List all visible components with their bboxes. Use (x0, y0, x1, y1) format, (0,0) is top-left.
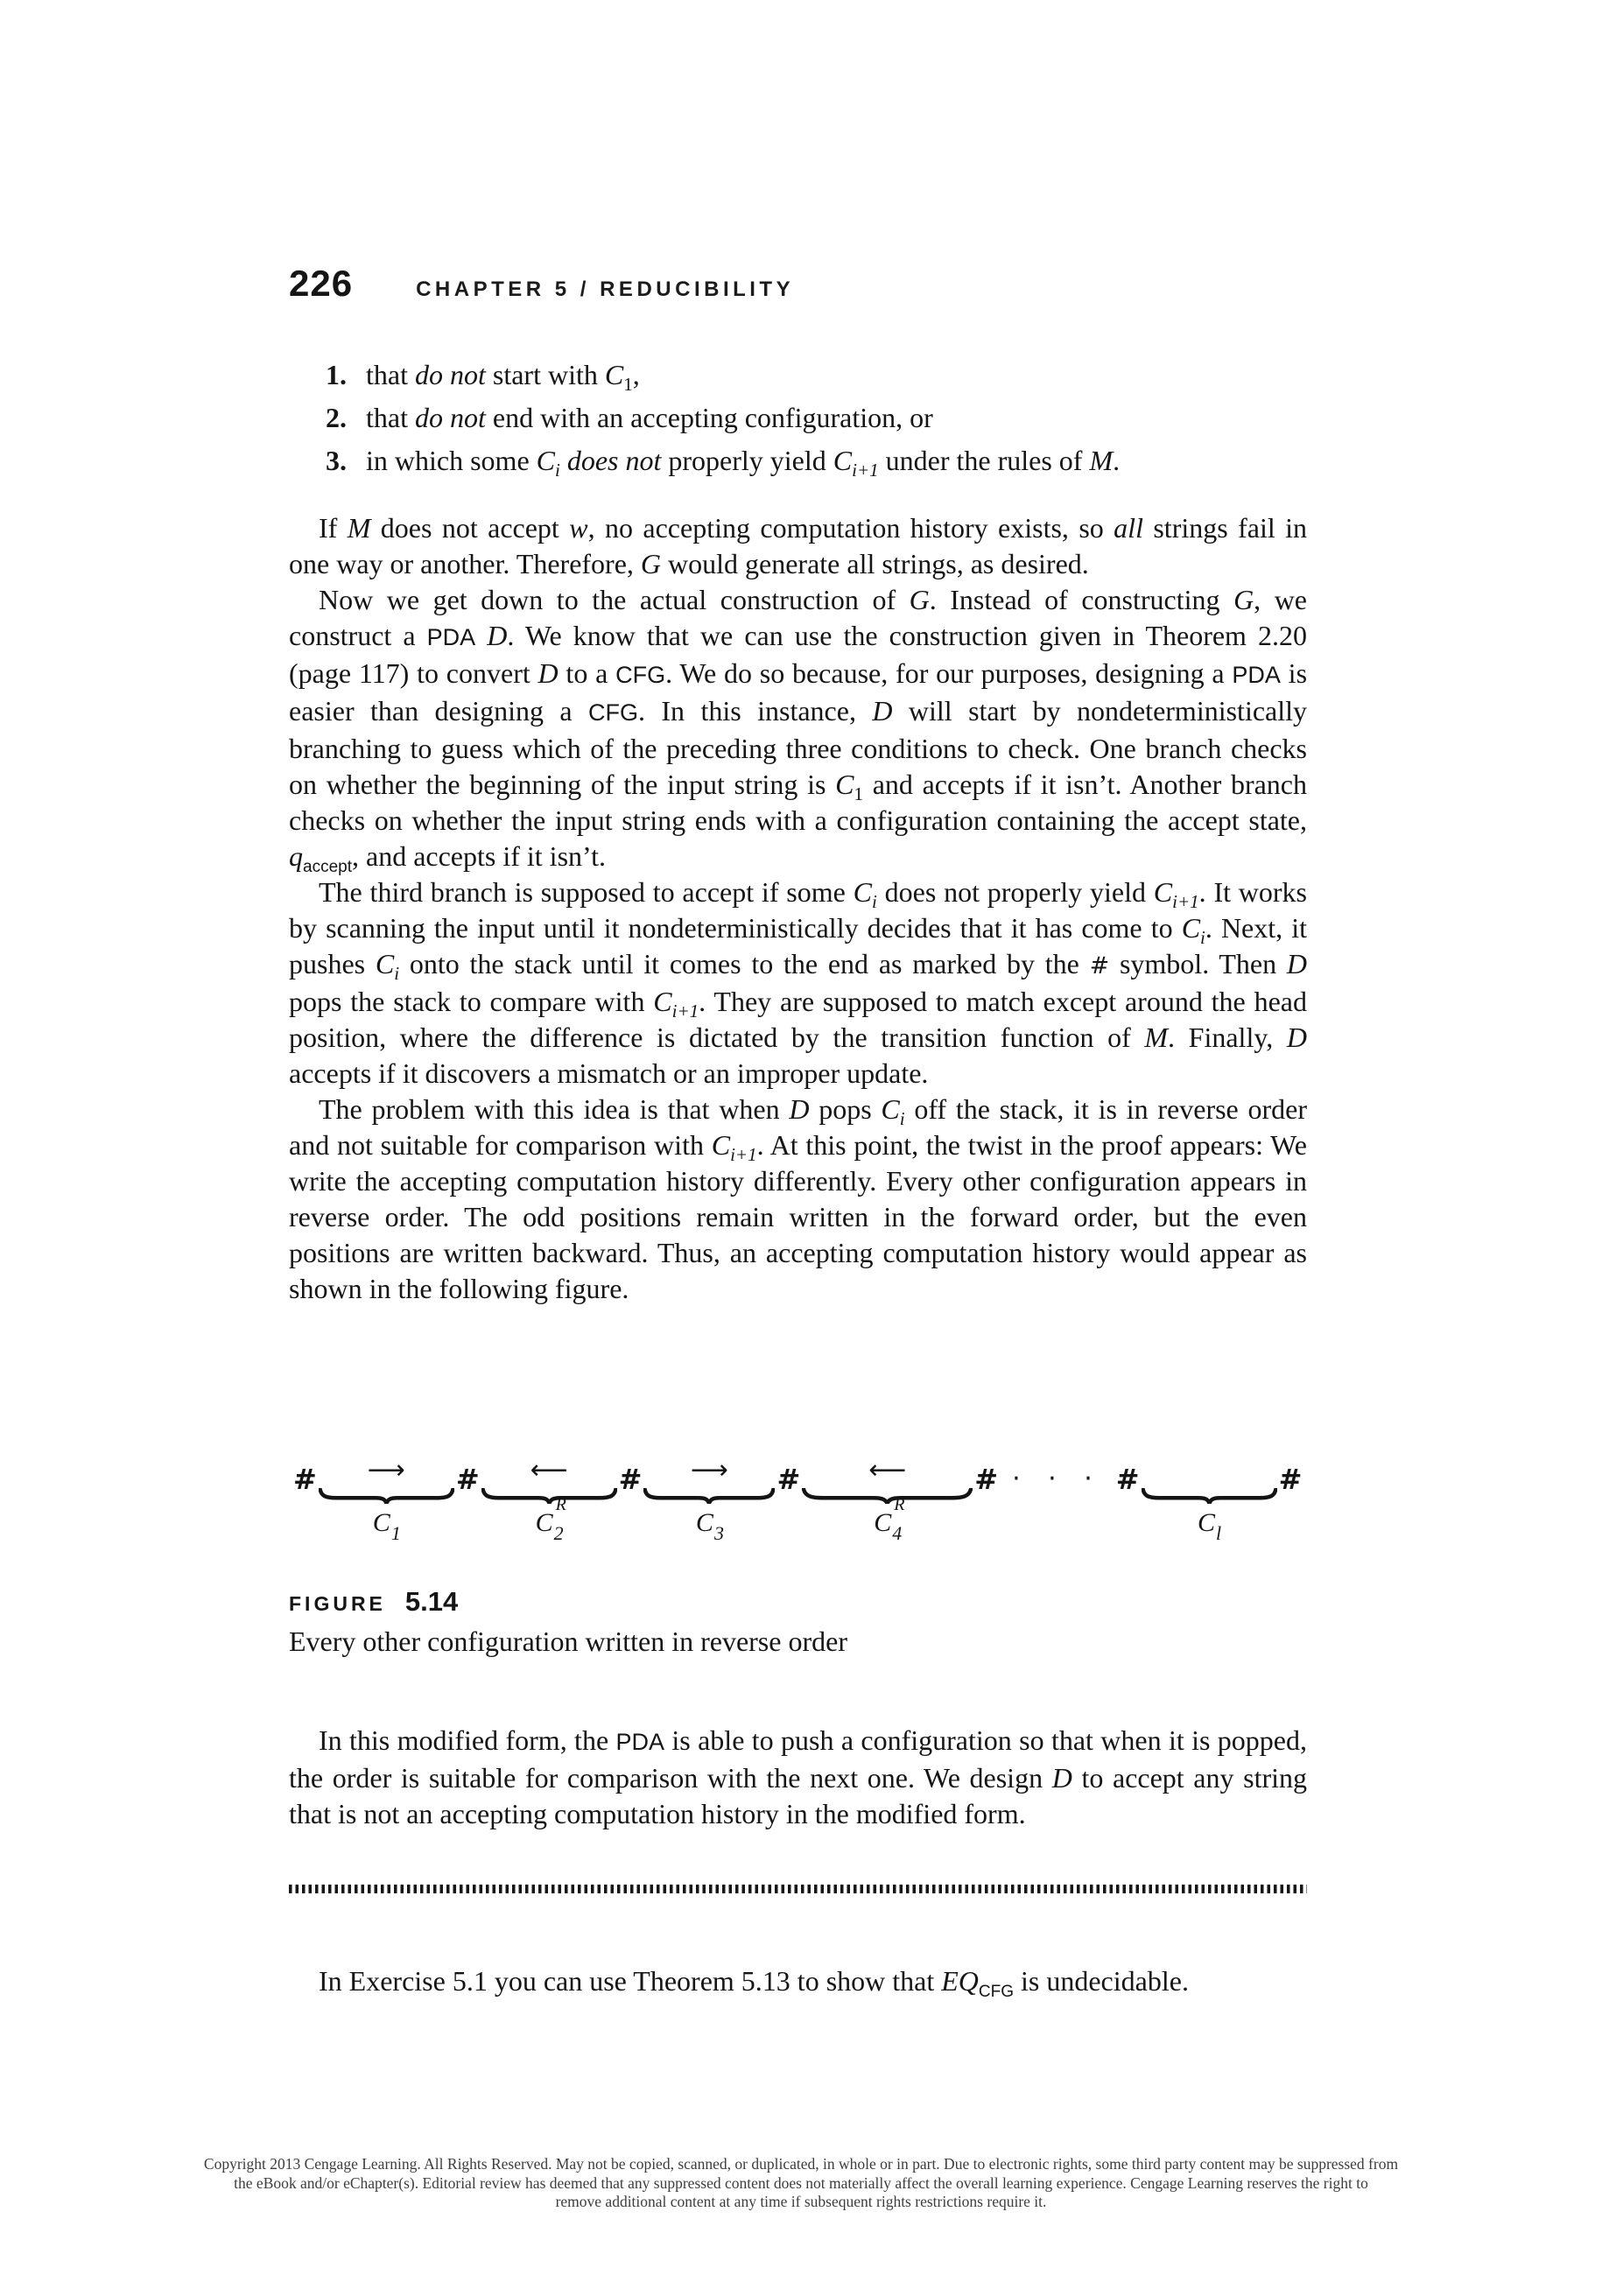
text-run: D (789, 1093, 810, 1125)
text-run: . It works by scanning the input until it nondeterministically decides that it has come to (289, 876, 1308, 944)
config-index-subscript: 3 (713, 1522, 724, 1544)
text-run: pops (809, 1093, 882, 1125)
text-run: PDA (426, 624, 476, 650)
config-index-subscript: 4 (892, 1522, 903, 1544)
text-run: C (375, 948, 395, 979)
body-text-block (289, 510, 1307, 1307)
text-run: all (1114, 512, 1143, 544)
text-run: C (1181, 912, 1201, 944)
text-run: properly yield (661, 445, 833, 476)
paragraph (289, 1092, 1307, 1307)
text-run: , (632, 359, 640, 390)
text-run: C (853, 876, 872, 908)
text-run: CFG (615, 662, 666, 688)
text-run: . In this instance, (637, 695, 873, 727)
text-run: i (899, 1108, 905, 1129)
list-item (289, 400, 1307, 436)
text-run: # (1089, 952, 1110, 979)
list-item-text (366, 445, 1121, 481)
text-run: C (881, 1093, 900, 1125)
ellipsis-dots: · · · (1012, 1464, 1102, 1494)
text-run: q (289, 840, 303, 872)
text-run: C (604, 359, 624, 390)
text-run: that (366, 402, 415, 433)
figure-caption-number: 5.14 (404, 1586, 459, 1617)
text-run: D (538, 657, 559, 689)
text-run: G (1233, 584, 1254, 615)
text-run: off the stack, it is in reverse order and not suitable for comparison with (289, 1093, 1308, 1161)
text-run: i+1 (671, 1001, 699, 1022)
text-run: , we construct a (289, 584, 1308, 651)
text-run: w (569, 512, 588, 544)
configuration-segment (802, 1453, 973, 1544)
text-run: G (640, 548, 662, 579)
text-run: does not properly yield (876, 876, 1154, 908)
text-run: . Finally, (1168, 1022, 1287, 1053)
text-run (475, 620, 487, 651)
no-arrow (1142, 1453, 1277, 1488)
configuration-segment (481, 1453, 617, 1544)
text-run: is able to push a configuration so that when it is popped, the order is suitable for comparison with the next one. We design (289, 1724, 1308, 1794)
underbrace (1142, 1488, 1277, 1504)
body-text-block (289, 1723, 1307, 1832)
text-run: start with (485, 359, 605, 390)
text-run: CFG (587, 699, 638, 726)
configuration-label: $C_3$ (695, 1508, 724, 1544)
underbrace (643, 1488, 775, 1504)
underbrace (802, 1488, 973, 1504)
text-run: D (1286, 1022, 1308, 1053)
paragraph (289, 1723, 1307, 1832)
hash-symbol: # (455, 1463, 480, 1496)
hash-symbol: # (618, 1463, 643, 1496)
text-run: M (1089, 445, 1114, 476)
text-run: strings fail in one way or another. Therefore, (289, 512, 1308, 579)
hash-symbol: # (293, 1463, 317, 1496)
text-run: symbol. Then (1109, 948, 1287, 979)
configuration-label: $C_1$ (372, 1508, 401, 1544)
hash-symbol: # (974, 1463, 999, 1496)
text-run: 1 (854, 783, 863, 804)
text-run: would generate all strings, as desired. (661, 548, 1089, 579)
text-run: C (1153, 876, 1173, 908)
text-run: In Exercise 5.1 you can use Theorem 5.13 to show that (319, 1965, 942, 1997)
text-run: i (871, 891, 877, 912)
body-text-block (289, 1963, 1307, 1999)
text-run: to a (558, 657, 616, 689)
text-run: i (554, 460, 560, 481)
text-run: The problem with this idea is that when (319, 1093, 790, 1125)
left-arrow-icon: ⟵ (868, 1455, 907, 1485)
text-run: If (319, 512, 348, 544)
text-run: . We know that we can use the construction given in Theorem 2.20 (page 117) to convert (289, 620, 1307, 689)
configuration-segment (319, 1453, 454, 1544)
text-run: is undecidable. (1014, 1965, 1189, 1997)
numbered-list (289, 357, 1307, 486)
text-run: C (653, 986, 672, 1017)
text-run: i+1 (730, 1144, 757, 1165)
text-run: that (366, 359, 415, 390)
configuration-label: C R $_2$ (535, 1495, 566, 1544)
text-run: i+1 (1172, 891, 1199, 912)
list-item-text (366, 359, 640, 395)
config-index-subscript: l (1216, 1522, 1222, 1544)
text-run: . At this point, the twist in the proof appears: We write the accepting computation history differently. Every other configuration appears in reverse order. The odd positions remain written in the forward order, but the even positions are written backward. Thus, an accepting computation history would appear as shown in the following figure. (289, 1129, 1308, 1304)
configuration-label: $C_l$ (1197, 1508, 1222, 1544)
hash-symbol: # (776, 1463, 801, 1496)
text-run: . They are supposed to match except around the head position, where the difference is dictated by the transition function of (289, 986, 1308, 1053)
text-run: end with an accepting configuration, or (485, 402, 933, 433)
list-item-number: 3. (326, 445, 347, 476)
text-run: C (711, 1129, 731, 1161)
text-run: is easier than designing a (289, 657, 1308, 727)
list-item (289, 443, 1307, 479)
hash-symbol: # (1115, 1463, 1140, 1496)
text-run: . We do so because, for our purposes, designing a (665, 657, 1233, 689)
copyright-line: remove additional content at any time if subsequent rights restrictions require it. (555, 2193, 1047, 2210)
right-arrow-icon: ⟶ (690, 1455, 728, 1485)
text-run: G (909, 584, 930, 615)
text-run: D (1051, 1762, 1072, 1794)
text-run: PDA (615, 1729, 665, 1755)
copyright-line: the eBook and/or eChapter(s). Editorial review has deemed that any suppressed content does not materially affect the overall learning experience. Cengage Learning reserves the right to (234, 2173, 1368, 2192)
hash-symbol: # (1278, 1463, 1303, 1496)
text-run: D (487, 620, 508, 651)
config-index-subscript: 2 (553, 1522, 564, 1544)
configuration-segment (1142, 1453, 1277, 1544)
text-run: i (394, 963, 400, 984)
page-number: 226 (289, 263, 354, 304)
list-item-text (366, 402, 933, 433)
copyright-line: Copyright 2013 Cengage Learning. All Rights Reserved. May not be copied, scanned, or duplicated, in whole or in part. Due to electronic rights, some third party content may be suppressed from (203, 2155, 1399, 2173)
text-run: accepts if it discovers a mismatch or an improper update. (289, 1057, 929, 1089)
text-run: do not (414, 359, 486, 390)
chapter-title: CHAPTER 5 / REDUCIBILITY (416, 277, 795, 301)
text-run: to accept any string that is not an accepting computation history in the modified form. (289, 1762, 1308, 1829)
list-item-number: 1. (326, 359, 347, 390)
text-run: under the rules of (878, 445, 1090, 476)
reverse-superscript: R (555, 1495, 566, 1514)
config-index-subscript: 1 (390, 1522, 401, 1544)
paragraph (289, 510, 1307, 582)
text-run: accept (303, 858, 352, 876)
figure-caption-head (289, 1586, 1307, 1618)
list-item-number: 2. (326, 402, 347, 433)
text-run: C (536, 445, 555, 476)
text-run: PDA (1232, 662, 1281, 688)
text-run: M (347, 512, 371, 544)
text-run: i+1 (852, 460, 879, 481)
page-header (289, 263, 1307, 305)
text-run: Now we get down to the actual construction of (319, 584, 910, 615)
text-run: in which some (366, 445, 537, 476)
text-run: , no accepting computation history exists, so (587, 512, 1114, 544)
text-run: onto the stack until it comes to the end as marked by the (399, 948, 1090, 979)
text-run: EQ (941, 1965, 979, 1997)
text-run: C (835, 769, 854, 800)
text-run (560, 445, 567, 476)
underbrace (319, 1488, 454, 1504)
text-run: does not (566, 445, 662, 476)
text-run: C (833, 445, 853, 476)
text-run: does not accept (370, 512, 570, 544)
text-run: M (1144, 1022, 1169, 1053)
text-run: and accepts if it isn’t. Another branch checks on whether the input string ends with a configuration containing the accept state, (289, 769, 1308, 836)
figure-caption (289, 1586, 1307, 1658)
text-run: 1 (623, 374, 633, 395)
figure-caption-label: FIGURE (289, 1592, 386, 1615)
reverse-superscript: R (894, 1495, 905, 1514)
text-run: i (1200, 927, 1205, 948)
underbrace (481, 1488, 617, 1504)
copyright-footer (144, 2155, 1458, 2212)
text-run: do not (414, 402, 486, 433)
text-run: CFG (978, 1983, 1014, 2001)
text-run: In this modified form, the (319, 1724, 616, 1756)
text-run: D (1286, 948, 1308, 979)
configuration-label: C R $_4$ (874, 1495, 905, 1544)
figure-caption-text: Every other configuration written in reverse order (289, 1625, 847, 1657)
configuration-segment (643, 1453, 775, 1544)
right-arrow-icon: ⟶ (367, 1455, 405, 1485)
text-run: will start by nondeterministically branching to guess which of the preceding three conditions to check. One branch checks on whether the beginning of the input string is (289, 695, 1308, 800)
text-run: , and accepts if it isn’t. (351, 840, 606, 872)
text-run: . Next, it pushes (289, 912, 1308, 979)
end-of-proof-dotted-rule (289, 1885, 1307, 1893)
paragraph (289, 1963, 1307, 1999)
text-run: . Instead of constructing (929, 584, 1234, 615)
left-arrow-icon: ⟵ (530, 1455, 568, 1485)
text-run: The third branch is supposed to accept if some (319, 876, 854, 908)
text-run: D (872, 695, 893, 727)
paragraph (289, 874, 1307, 1092)
figure-diagram (292, 1453, 1303, 1544)
text-run: . (1113, 445, 1121, 476)
list-item (289, 357, 1307, 393)
paragraph (289, 582, 1307, 874)
text-run: pops the stack to compare with (289, 986, 654, 1017)
